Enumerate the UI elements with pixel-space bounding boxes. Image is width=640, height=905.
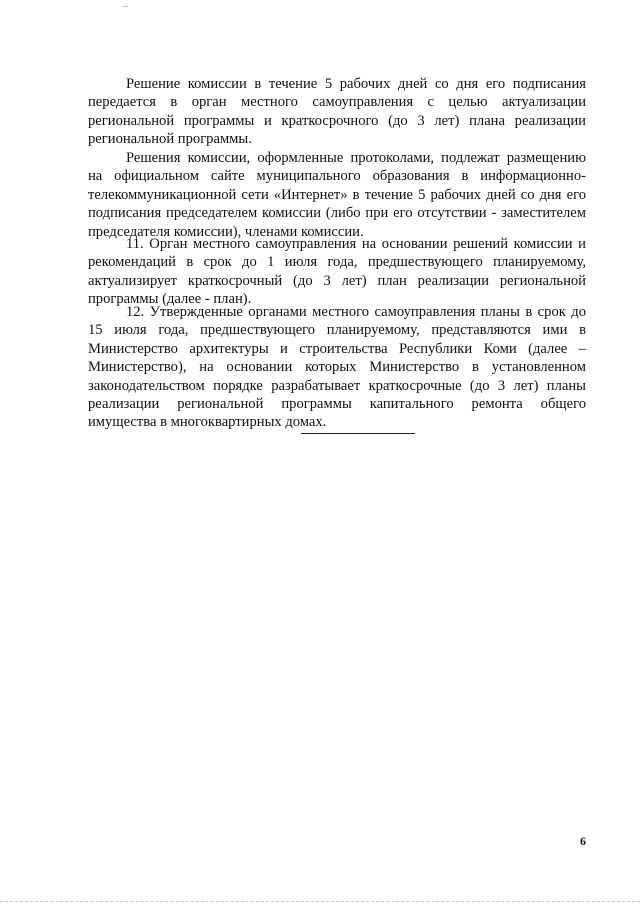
paragraph-protocol-publication: Решения комиссии, оформленные протоколами, подлежат размещению на официальном сайте муниципального образования в информационно-телекоммуникационной сети «Интернет» в течение 5 рабочих дней со дня его подписания председателем комиссии (либо при его отсутствии - заместителем председателя комиссии), членами комиссии.: [88, 150, 586, 240]
page-number: 6: [580, 834, 586, 848]
scan-artifact-top: [122, 6, 128, 7]
paragraph-clause-11: 11. Орган местного самоуправления на основании решений комиссии и рекомендаций в срок до 1 июля года, предшествующего планируемому, актуализирует краткосрочный (до 3 лет) план реализации региональной программы (далее - план).: [88, 236, 586, 308]
scan-artifact-bottom: [0, 901, 640, 902]
paragraph-clause-12: 12. Утвержденные органами местного самоуправления планы в срок до 15 июля года, предшествующего планируемому, представляются ими в Министерство архитектуры и строительства Республики Коми (далее – Министерство), на основании которых Министерство в установленном законодательством порядке разрабатывает краткосрочные (до 3 лет) планы реализации региональной программы капитального ремонта общего имущества в многоквартирных домах.: [88, 304, 586, 431]
end-of-text-divider: [301, 433, 415, 434]
paragraph-commission-decision: Решение комиссии в течение 5 рабочих дней со дня его подписания передается в орган местного самоуправления с целью актуализации региональной программы и краткосрочного (до 3 лет) плана реализации региональной программы.: [88, 76, 586, 148]
